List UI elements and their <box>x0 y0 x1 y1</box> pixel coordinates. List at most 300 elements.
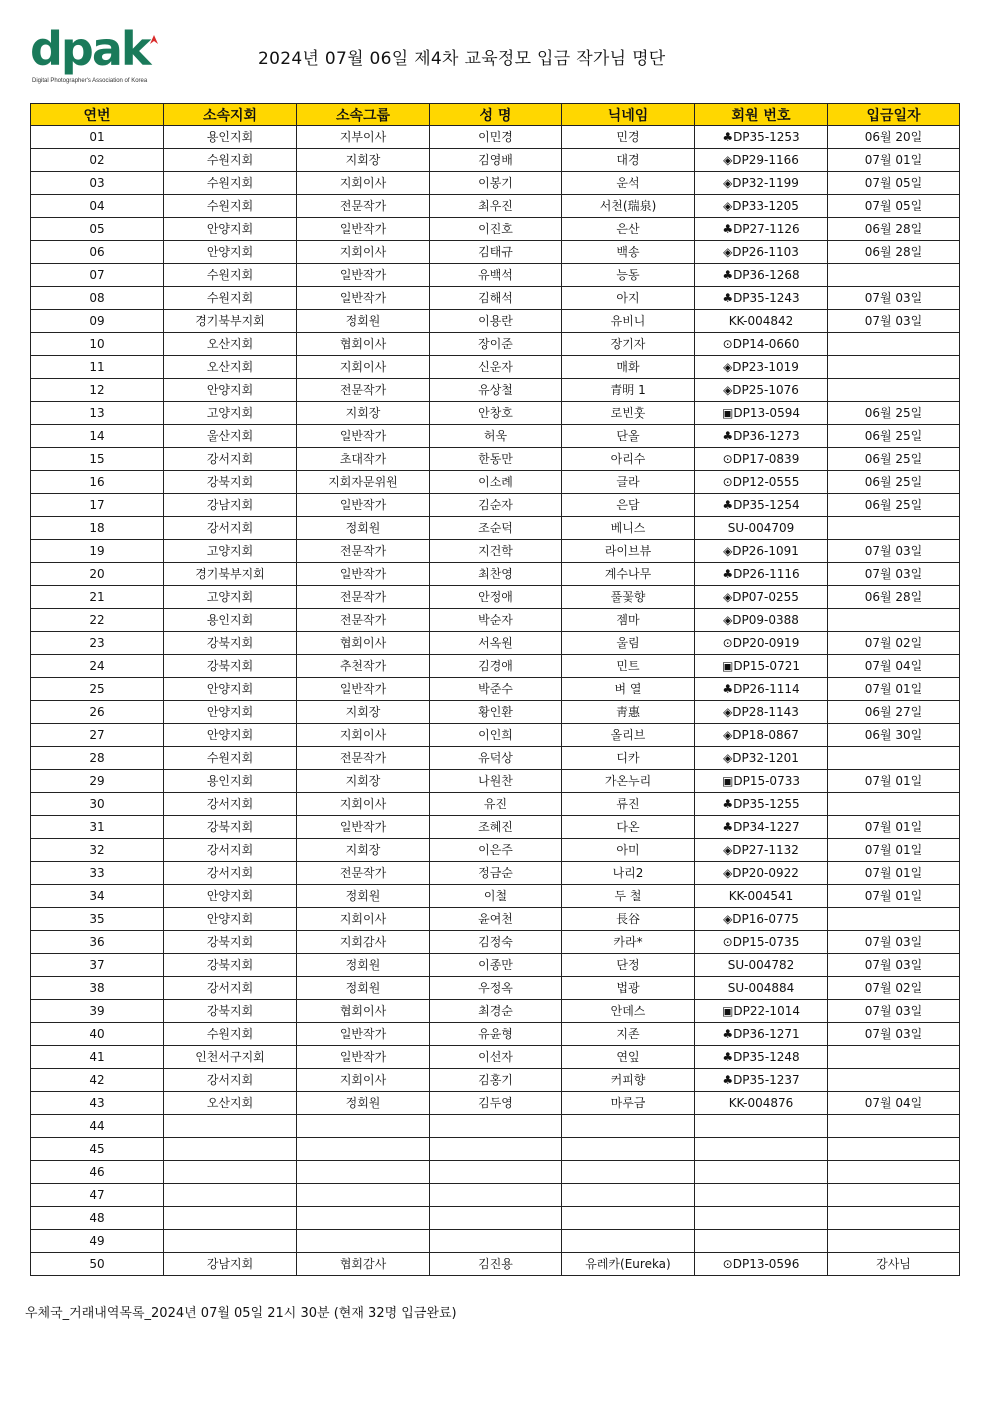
table-row <box>31 931 960 954</box>
table-row <box>31 839 960 862</box>
cell-branch: 수원지회 <box>164 172 297 195</box>
cell-payment-date <box>828 747 960 770</box>
cell-branch: 고양지회 <box>164 586 297 609</box>
cell-payment-date: 07월 03일 <box>828 287 960 310</box>
cell-name: 이진호 <box>430 218 562 241</box>
cell-nickname: 靑惠 <box>562 701 695 724</box>
table-row <box>31 1115 960 1138</box>
cell-group: 전문작가 <box>297 195 430 218</box>
cell-branch: 오산지회 <box>164 1092 297 1115</box>
cell-payment-date: 07월 01일 <box>828 770 960 793</box>
cell-member-id: ⊙DP13-0596 <box>695 1253 828 1276</box>
cell-payment-date: 06월 25일 <box>828 471 960 494</box>
cell-payment-date <box>828 264 960 287</box>
cell-branch: 강북지회 <box>164 931 297 954</box>
cell-name: 조혜진 <box>430 816 562 839</box>
cell-nickname: 나리2 <box>562 862 695 885</box>
cell-name: 김진용 <box>430 1253 562 1276</box>
cell-payment-date: 06월 25일 <box>828 425 960 448</box>
cell-group: 전문작가 <box>297 747 430 770</box>
cell-nickname <box>562 1230 695 1253</box>
cell-member-id: ♣DP36-1273 <box>695 425 828 448</box>
cell-payment-date <box>828 517 960 540</box>
cell-number: 46 <box>31 1161 164 1184</box>
cell-payment-date <box>828 379 960 402</box>
cell-nickname: 운석 <box>562 172 695 195</box>
cell-member-id: KK-004876 <box>695 1092 828 1115</box>
cell-name: 김해석 <box>430 287 562 310</box>
cell-name: 유덕상 <box>430 747 562 770</box>
cell-payment-date: 07월 05일 <box>828 195 960 218</box>
cell-number: 41 <box>31 1046 164 1069</box>
cell-payment-date: 07월 03일 <box>828 1023 960 1046</box>
cell-member-id: ◈DP26-1103 <box>695 241 828 264</box>
cell-name: 유윤형 <box>430 1023 562 1046</box>
cell-member-id: ♣DP26-1116 <box>695 563 828 586</box>
cell-name: 나원찬 <box>430 770 562 793</box>
cell-number: 38 <box>31 977 164 1000</box>
cell-member-id: ◈DP25-1076 <box>695 379 828 402</box>
table-row <box>31 1069 960 1092</box>
cell-nickname: 계수나무 <box>562 563 695 586</box>
cell-payment-date <box>828 1115 960 1138</box>
cell-branch: 용인지회 <box>164 609 297 632</box>
cell-number: 24 <box>31 655 164 678</box>
cell-number: 34 <box>31 885 164 908</box>
cell-group <box>297 1184 430 1207</box>
cell-group: 지회장 <box>297 149 430 172</box>
cell-number: 19 <box>31 540 164 563</box>
cell-number: 01 <box>31 126 164 149</box>
cell-number: 45 <box>31 1138 164 1161</box>
cell-name: 황인환 <box>430 701 562 724</box>
cell-nickname: 두 철 <box>562 885 695 908</box>
table-row <box>31 678 960 701</box>
cell-group: 지회장 <box>297 701 430 724</box>
cell-payment-date: 07월 01일 <box>828 149 960 172</box>
cell-group: 정회원 <box>297 977 430 1000</box>
cell-payment-date: 강사님 <box>828 1253 960 1276</box>
cell-branch: 고양지회 <box>164 402 297 425</box>
cell-payment-date <box>828 1046 960 1069</box>
cell-member-id: ◈DP09-0388 <box>695 609 828 632</box>
table-row <box>31 954 960 977</box>
cell-payment-date: 07월 01일 <box>828 839 960 862</box>
cell-branch: 인천서구지회 <box>164 1046 297 1069</box>
cell-payment-date: 07월 03일 <box>828 931 960 954</box>
cell-group: 일반작가 <box>297 678 430 701</box>
cell-name <box>430 1207 562 1230</box>
cell-group: 일반작가 <box>297 425 430 448</box>
cell-member-id: ♣DP36-1271 <box>695 1023 828 1046</box>
cell-payment-date <box>828 908 960 931</box>
cell-nickname: 디카 <box>562 747 695 770</box>
table-row <box>31 172 960 195</box>
cell-branch: 경기북부지회 <box>164 310 297 333</box>
col-header-branch: 소속지회 <box>164 104 297 126</box>
cell-payment-date <box>828 356 960 379</box>
cell-name: 이인희 <box>430 724 562 747</box>
table-header-row <box>31 104 960 126</box>
table-row <box>31 517 960 540</box>
cell-member-id: ♣DP27-1126 <box>695 218 828 241</box>
table-row <box>31 655 960 678</box>
table-row <box>31 724 960 747</box>
table-row <box>31 793 960 816</box>
cell-group: 협회이사 <box>297 1000 430 1023</box>
cell-branch: 용인지회 <box>164 770 297 793</box>
cell-name: 김경애 <box>430 655 562 678</box>
cell-nickname: 능동 <box>562 264 695 287</box>
cell-member-id: KK-004541 <box>695 885 828 908</box>
cell-number: 03 <box>31 172 164 195</box>
cell-branch: 강북지회 <box>164 655 297 678</box>
cell-name: 유진 <box>430 793 562 816</box>
cell-branch: 강서지회 <box>164 862 297 885</box>
cell-member-id: ♣DP35-1243 <box>695 287 828 310</box>
cell-branch: 용인지회 <box>164 126 297 149</box>
cell-number: 10 <box>31 333 164 356</box>
cell-group: 지회이사 <box>297 793 430 816</box>
cell-number: 37 <box>31 954 164 977</box>
cell-member-id: ▣DP22-1014 <box>695 1000 828 1023</box>
cell-payment-date: 07월 03일 <box>828 954 960 977</box>
cell-number: 14 <box>31 425 164 448</box>
col-header-member-id: 회원 번호 <box>695 104 828 126</box>
cell-payment-date: 07월 01일 <box>828 862 960 885</box>
cell-payment-date: 06월 28일 <box>828 218 960 241</box>
table-body <box>31 126 960 1276</box>
cell-number: 31 <box>31 816 164 839</box>
cell-member-id: ⊙DP17-0839 <box>695 448 828 471</box>
cell-group <box>297 1230 430 1253</box>
cell-nickname: 올리브 <box>562 724 695 747</box>
table-row <box>31 126 960 149</box>
cell-payment-date: 07월 03일 <box>828 1000 960 1023</box>
table-row <box>31 563 960 586</box>
cell-group: 지회감사 <box>297 931 430 954</box>
cell-group <box>297 1138 430 1161</box>
cell-payment-date <box>828 333 960 356</box>
table-row <box>31 609 960 632</box>
table-row <box>31 586 960 609</box>
cell-number: 16 <box>31 471 164 494</box>
cell-nickname: 은담 <box>562 494 695 517</box>
cell-branch: 수원지회 <box>164 287 297 310</box>
cell-group: 일반작가 <box>297 494 430 517</box>
cell-name: 이봉기 <box>430 172 562 195</box>
table-row <box>31 264 960 287</box>
cell-number: 28 <box>31 747 164 770</box>
cell-group: 협회감사 <box>297 1253 430 1276</box>
col-header-payment-date: 입금일자 <box>828 104 960 126</box>
cell-member-id <box>695 1230 828 1253</box>
cell-member-id: ▣DP15-0721 <box>695 655 828 678</box>
cell-nickname <box>562 1207 695 1230</box>
cell-payment-date: 07월 01일 <box>828 678 960 701</box>
cell-name: 서옥원 <box>430 632 562 655</box>
cell-name: 안창호 <box>430 402 562 425</box>
cell-name: 김정숙 <box>430 931 562 954</box>
cell-number: 35 <box>31 908 164 931</box>
cell-number: 26 <box>31 701 164 724</box>
cell-group <box>297 1115 430 1138</box>
attendee-table <box>30 103 960 1276</box>
cell-branch: 안양지회 <box>164 908 297 931</box>
cell-name: 장이준 <box>430 333 562 356</box>
cell-branch <box>164 1138 297 1161</box>
cell-name: 안정애 <box>430 586 562 609</box>
cell-branch: 수원지회 <box>164 195 297 218</box>
cell-member-id <box>695 1161 828 1184</box>
table-row <box>31 333 960 356</box>
cell-branch: 강북지회 <box>164 954 297 977</box>
table-row <box>31 1207 960 1230</box>
cell-name <box>430 1230 562 1253</box>
table-row <box>31 816 960 839</box>
cell-branch: 안양지회 <box>164 724 297 747</box>
logo-wordmark: dpak <box>30 22 150 76</box>
cell-group: 지회장 <box>297 402 430 425</box>
cell-group: 지회이사 <box>297 724 430 747</box>
cell-group: 지회자문위원 <box>297 471 430 494</box>
cell-member-id: ♣DP35-1248 <box>695 1046 828 1069</box>
cell-branch <box>164 1115 297 1138</box>
cell-nickname: 아리수 <box>562 448 695 471</box>
cell-group: 지부이사 <box>297 126 430 149</box>
cell-payment-date: 07월 01일 <box>828 885 960 908</box>
table-row <box>31 471 960 494</box>
cell-name: 허욱 <box>430 425 562 448</box>
cell-name: 조순덕 <box>430 517 562 540</box>
cell-number: 05 <box>31 218 164 241</box>
cell-payment-date <box>828 1161 960 1184</box>
cell-number: 18 <box>31 517 164 540</box>
cell-branch: 안양지회 <box>164 701 297 724</box>
cell-branch: 오산지회 <box>164 356 297 379</box>
cell-member-id: ♣DP34-1227 <box>695 816 828 839</box>
cell-number: 44 <box>31 1115 164 1138</box>
cell-branch <box>164 1230 297 1253</box>
cell-name: 윤여천 <box>430 908 562 931</box>
cell-member-id: ◈DP23-1019 <box>695 356 828 379</box>
cell-number: 13 <box>31 402 164 425</box>
cell-name: 우정옥 <box>430 977 562 1000</box>
cell-nickname: 로빈훗 <box>562 402 695 425</box>
cell-branch <box>164 1161 297 1184</box>
cell-member-id: ◈DP32-1201 <box>695 747 828 770</box>
cell-nickname: 글라 <box>562 471 695 494</box>
cell-number: 11 <box>31 356 164 379</box>
cell-member-id: ♣DP35-1255 <box>695 793 828 816</box>
cell-group: 지회장 <box>297 770 430 793</box>
cell-branch <box>164 1184 297 1207</box>
cell-group: 지회이사 <box>297 356 430 379</box>
table-row <box>31 1230 960 1253</box>
cell-nickname: 젬마 <box>562 609 695 632</box>
cell-number: 40 <box>31 1023 164 1046</box>
cell-branch: 강서지회 <box>164 448 297 471</box>
cell-branch: 강남지회 <box>164 1253 297 1276</box>
cell-member-id: ▣DP13-0594 <box>695 402 828 425</box>
cell-payment-date <box>828 1184 960 1207</box>
cell-number: 39 <box>31 1000 164 1023</box>
table-row <box>31 540 960 563</box>
cell-member-id <box>695 1184 828 1207</box>
col-header-number: 연번 <box>31 104 164 126</box>
cell-payment-date <box>828 793 960 816</box>
cell-name: 박순자 <box>430 609 562 632</box>
cell-name: 유상철 <box>430 379 562 402</box>
cell-nickname: 아미 <box>562 839 695 862</box>
cell-group: 초대작가 <box>297 448 430 471</box>
cell-group: 추천작가 <box>297 655 430 678</box>
table-row <box>31 402 960 425</box>
cell-name: 신운자 <box>430 356 562 379</box>
cell-member-id: SU-004884 <box>695 977 828 1000</box>
cell-group: 전문작가 <box>297 862 430 885</box>
cell-member-id: ⊙DP12-0555 <box>695 471 828 494</box>
cell-nickname: 서천(瑞泉) <box>562 195 695 218</box>
table-row <box>31 862 960 885</box>
cell-number: 42 <box>31 1069 164 1092</box>
cell-group: 일반작가 <box>297 287 430 310</box>
cell-nickname: 법광 <box>562 977 695 1000</box>
cell-group: 정회원 <box>297 310 430 333</box>
cell-group: 지회이사 <box>297 172 430 195</box>
cell-number: 12 <box>31 379 164 402</box>
cell-nickname: 벼 열 <box>562 678 695 701</box>
cell-payment-date: 06월 28일 <box>828 241 960 264</box>
cell-name: 김두영 <box>430 1092 562 1115</box>
cell-name: 지건학 <box>430 540 562 563</box>
cell-branch: 안양지회 <box>164 678 297 701</box>
cell-nickname: 다온 <box>562 816 695 839</box>
cell-group: 일반작가 <box>297 1046 430 1069</box>
cell-number: 27 <box>31 724 164 747</box>
cell-number: 25 <box>31 678 164 701</box>
cell-name: 한동만 <box>430 448 562 471</box>
table-row <box>31 241 960 264</box>
cell-member-id: ◈DP32-1199 <box>695 172 828 195</box>
cell-member-id: ◈DP07-0255 <box>695 586 828 609</box>
cell-name: 정금순 <box>430 862 562 885</box>
table-row <box>31 1046 960 1069</box>
table-row <box>31 310 960 333</box>
cell-nickname: 연잎 <box>562 1046 695 1069</box>
cell-nickname: 카라* <box>562 931 695 954</box>
cell-name: 이선자 <box>430 1046 562 1069</box>
cell-group: 정회원 <box>297 954 430 977</box>
cell-member-id: SU-004709 <box>695 517 828 540</box>
cell-nickname: 長谷 <box>562 908 695 931</box>
cell-member-id: ⊙DP20-0919 <box>695 632 828 655</box>
cell-branch: 오산지회 <box>164 333 297 356</box>
table-row <box>31 885 960 908</box>
cell-number: 04 <box>31 195 164 218</box>
cell-group: 전문작가 <box>297 379 430 402</box>
cell-number: 08 <box>31 287 164 310</box>
cell-group: 정회원 <box>297 517 430 540</box>
cell-member-id: ♣DP26-1114 <box>695 678 828 701</box>
cell-number: 43 <box>31 1092 164 1115</box>
cell-branch: 울산지회 <box>164 425 297 448</box>
cell-name: 이민경 <box>430 126 562 149</box>
cell-group: 전문작가 <box>297 609 430 632</box>
cell-name: 김영배 <box>430 149 562 172</box>
cell-name: 박준수 <box>430 678 562 701</box>
cell-branch: 강서지회 <box>164 517 297 540</box>
cell-name: 이은주 <box>430 839 562 862</box>
cell-nickname: 민트 <box>562 655 695 678</box>
cell-name: 최찬영 <box>430 563 562 586</box>
cell-member-id: ♣DP36-1268 <box>695 264 828 287</box>
cell-payment-date <box>828 1230 960 1253</box>
cell-number: 23 <box>31 632 164 655</box>
cell-nickname: 안데스 <box>562 1000 695 1023</box>
col-header-name: 성 명 <box>430 104 562 126</box>
cell-member-id: ⊙DP14-0660 <box>695 333 828 356</box>
cell-branch: 안양지회 <box>164 379 297 402</box>
col-header-group: 소속그룹 <box>297 104 430 126</box>
cell-member-id: ♣DP35-1254 <box>695 494 828 517</box>
cell-group: 일반작가 <box>297 1023 430 1046</box>
cell-branch: 안양지회 <box>164 218 297 241</box>
cell-group <box>297 1207 430 1230</box>
table-row <box>31 701 960 724</box>
cell-payment-date: 06월 28일 <box>828 586 960 609</box>
cell-nickname: 지존 <box>562 1023 695 1046</box>
cell-number: 50 <box>31 1253 164 1276</box>
table-row <box>31 1138 960 1161</box>
table-row <box>31 494 960 517</box>
table-row <box>31 1184 960 1207</box>
cell-name: 김순자 <box>430 494 562 517</box>
cell-name: 유백석 <box>430 264 562 287</box>
cell-number: 02 <box>31 149 164 172</box>
cell-branch: 경기북부지회 <box>164 563 297 586</box>
table-row <box>31 356 960 379</box>
cell-number: 07 <box>31 264 164 287</box>
cell-branch: 수원지회 <box>164 1023 297 1046</box>
cell-payment-date: 06월 27일 <box>828 701 960 724</box>
cell-member-id: ▣DP15-0733 <box>695 770 828 793</box>
table-row <box>31 149 960 172</box>
cell-group: 협회이사 <box>297 333 430 356</box>
cell-nickname: 류진 <box>562 793 695 816</box>
cell-group: 전문작가 <box>297 586 430 609</box>
table-row <box>31 977 960 1000</box>
cell-name: 이종만 <box>430 954 562 977</box>
cell-nickname: 대경 <box>562 149 695 172</box>
cell-payment-date: 07월 05일 <box>828 172 960 195</box>
cell-branch <box>164 1207 297 1230</box>
cell-group: 지회장 <box>297 839 430 862</box>
logo-pin-icon <box>148 34 160 46</box>
cell-group: 일반작가 <box>297 563 430 586</box>
cell-group: 전문작가 <box>297 540 430 563</box>
cell-branch: 강서지회 <box>164 1069 297 1092</box>
cell-payment-date: 06월 25일 <box>828 494 960 517</box>
cell-number: 48 <box>31 1207 164 1230</box>
cell-member-id: ◈DP29-1166 <box>695 149 828 172</box>
dpak-logo <box>30 22 160 90</box>
table-row <box>31 1253 960 1276</box>
cell-member-id: ◈DP26-1091 <box>695 540 828 563</box>
cell-branch: 강서지회 <box>164 977 297 1000</box>
cell-member-id: SU-004782 <box>695 954 828 977</box>
cell-payment-date <box>828 1069 960 1092</box>
